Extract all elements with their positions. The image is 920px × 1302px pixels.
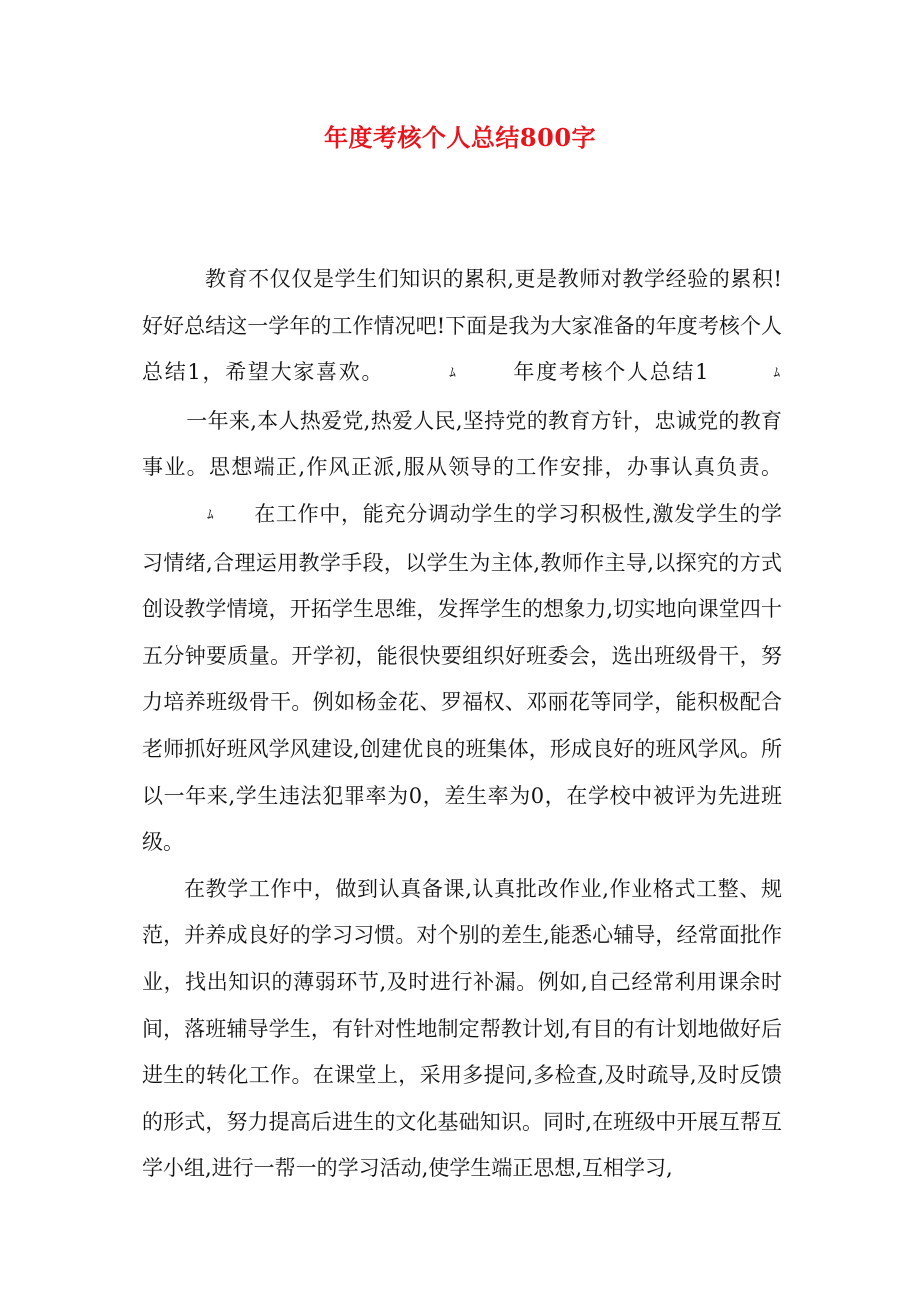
sentence-text: 一年来,本人热爱党,热爱人民,坚持党的教育方针，忠诚党的教育事业。思想端正,作风正派,服从领导的工作安排，办事认真负责。 xyxy=(142,408,782,480)
sentence-text: 在工作中，能充分调动学生的学习积极性,激发学生的学习情绪,合理运用教学手段，以学生为主体,教师作主导,以探究的方式创设教学情境，开拓学生思维，发挥学生的想象力,切实地向课堂四十五分钟要质量。开学初，能很快要组织好班委会，选出班级骨干，努力培养班级骨干。例如杨金花、罗福权、邓丽花等同学，能积极配合老师抓好班风学风建设,创建优良的班集体，形成良好的班风学风。所以一年来,学生违法犯罪率为0，差生率为0，在学校中被评为先进班级。 xyxy=(142,501,782,855)
line-break-mark-icon: ﾑ xyxy=(773,366,780,382)
paragraph-1 xyxy=(142,256,782,866)
paragraph-2: 在教学工作中，做到认真备课,认真批改作业,作业格式工整、规范，并养成良好的学习习惯。对个别的差生,能悉心辅导，经常面批作业，找出知识的薄弱环节,及时进行补漏。例如,自己经常利用课余时间，落班辅导学生，有针对性地制定帮教计划,有目的有计划地做好后进生的转化工作。在课堂上，采用多提问,多检查,及时疏导,及时反馈的形式，努力提高后进生的文化基础知识。同时,在班级中开展互帮互学小组,进行一帮一的学习活动,使学生端正思想,互相学习, xyxy=(142,876,782,1181)
section-heading: 年度考核个人总结1 xyxy=(511,360,709,385)
document-body xyxy=(142,256,782,1192)
document-title: 年度考核个人总结800字 xyxy=(323,123,597,152)
line-break-mark-icon: ﾑ xyxy=(449,366,456,382)
intro-text: 教育不仅仅是学生们知识的累积,更是教师对教学经验的累积!好好总结这一学年的工作情况吧!下面是我为大家准备的年度考核个人总结1，希望大家喜欢。 xyxy=(142,267,782,385)
line-break-mark-icon: ﾑ xyxy=(207,507,214,523)
